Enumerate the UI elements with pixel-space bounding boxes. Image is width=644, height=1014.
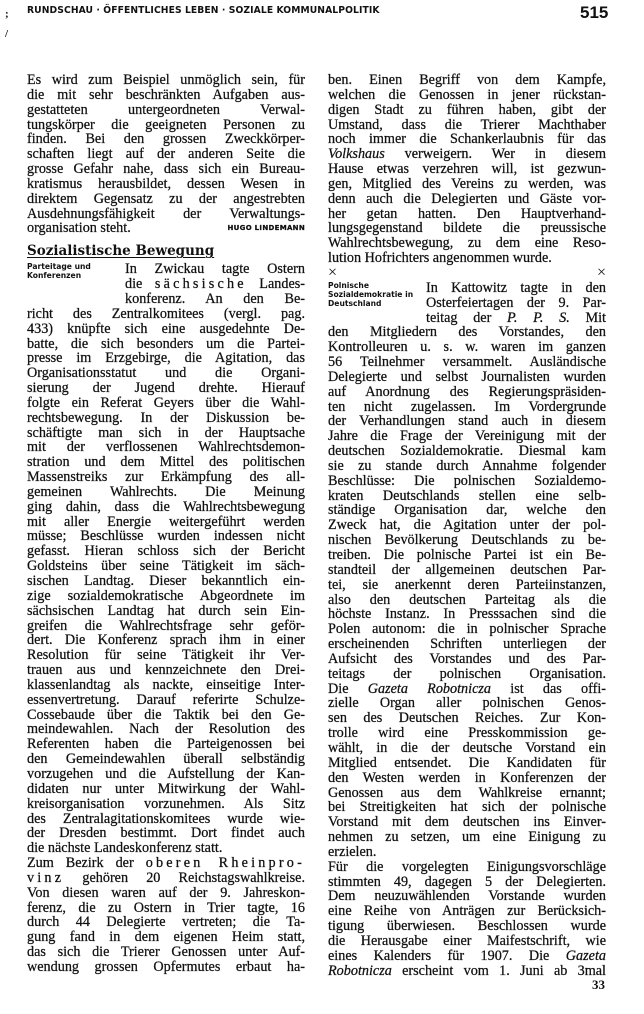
text-line: der Verhandlungen stand auch in diesem bbox=[328, 413, 606, 430]
text-line: ging dahin, dass die Wahlrechtsbewegung bbox=[27, 498, 305, 515]
text-line: konferenz. An den Be- bbox=[125, 290, 305, 307]
text-segment: Mit bbox=[569, 309, 607, 326]
text-segment: erscheint vom 1. Juni ab 3mal bbox=[391, 962, 606, 979]
paragraph bbox=[328, 73, 606, 266]
text-line: kratismus herausbildet, dessen Wesen in bbox=[27, 175, 305, 192]
text-line bbox=[328, 147, 606, 162]
text-line: 433) knüpfte sich eine ausgedehnte De- bbox=[27, 320, 305, 337]
text-line: Von diesen waren auf der 9. Jahreskon- bbox=[27, 884, 305, 901]
left-column bbox=[27, 73, 305, 975]
text-line: Massenstreiks zur Erkämpfung des all- bbox=[27, 469, 305, 486]
text-line: der Dresden bestimmt. Dort findet auch bbox=[27, 825, 305, 842]
text-line: Aufsicht des Vorstandes und des Par- bbox=[328, 650, 606, 667]
section-separator bbox=[328, 263, 606, 281]
text-line bbox=[125, 277, 305, 292]
text-line: tungskörper die geeigneten Personen zu bbox=[27, 116, 305, 133]
paragraph bbox=[27, 856, 305, 975]
text-line: meindewahlen. Nach der Resolution des bbox=[27, 721, 305, 738]
text-line: den Westen werden in Konferenzen der bbox=[328, 769, 606, 786]
text-line: eine Reihe von Anträgen zur Berücksich- bbox=[328, 903, 606, 920]
text-segment: Die bbox=[328, 680, 368, 697]
text-line: grosse Gefahr nahe, dass sich ein Bureau- bbox=[27, 161, 305, 178]
text-line: Delegierte und selbst Journalisten wurden bbox=[328, 368, 606, 385]
section-heading-text: Sozialistische Bewegung bbox=[27, 243, 215, 260]
separator-cross-icon: × bbox=[328, 263, 338, 281]
text-line: tigung überwiesen. Beschlossen wurde bbox=[328, 918, 606, 935]
signature-mark: 33 bbox=[592, 977, 605, 992]
text-line bbox=[328, 949, 606, 964]
text-line: Genossen aus dem Wahlkreise ernannt; bbox=[328, 784, 606, 801]
italic-title: Gazeta bbox=[565, 947, 606, 964]
italic-title: Volkshaus bbox=[328, 146, 385, 163]
margin-note: Polnische Sozialdemokratie in Deutschland bbox=[328, 280, 414, 308]
text-line: ständige Organisation dar, welche den bbox=[328, 502, 606, 519]
text-line: finden. Bei den grossen Zweckkörper- bbox=[27, 131, 305, 148]
text-line: sie zu stande durch Annahme folgender bbox=[328, 457, 606, 474]
text-line: sen des Deutschen Reiches. Zur Kon- bbox=[328, 710, 606, 727]
text-line: direktem Gegensatz zu der angestrebten bbox=[27, 190, 305, 207]
text-line: Jahre die Frage der Vereinigung mit der bbox=[328, 428, 606, 445]
text-segment: teitag der bbox=[426, 309, 508, 326]
text-line: Goldsteins über seine Tätigkeit im säch- bbox=[27, 558, 305, 575]
text-line: bei Streitigkeiten hat sich der polnische bbox=[328, 799, 606, 816]
text-line: dert. Die Konferenz sprach ihm in einer bbox=[27, 632, 305, 649]
text-line: presse im Erzgebirge, die Agitation, das bbox=[27, 350, 305, 367]
spaced-emphasis: vinz bbox=[27, 869, 65, 886]
text-line bbox=[328, 682, 606, 697]
text-line: rechtsbewegung. In der Diskussion be- bbox=[27, 409, 305, 426]
author-signature: HUGO LINDEMANN bbox=[227, 224, 305, 233]
text-line: stimmten 49, dagegen 5 der Delegierten. bbox=[328, 873, 606, 890]
text-line bbox=[27, 871, 305, 886]
text-line: wendung grossen Opfermutes erbaut ha- bbox=[27, 958, 305, 975]
text-segment: gehören 20 Reichstagswahlkreise. bbox=[64, 869, 305, 886]
text-line: des Zentralagitationskomitees wurde wie- bbox=[27, 810, 305, 827]
text-line: kraten Deutschlands stellen eine selb- bbox=[328, 487, 606, 504]
spaced-emphasis: oberen Rheinpro- bbox=[145, 855, 305, 872]
text-line: gen, Mitglied des Vereins zu werden, was bbox=[328, 175, 606, 192]
text-line: Cossebaude über die Taktik bei den Ge- bbox=[27, 706, 305, 723]
text-line: die nächste Landeskonferenz statt. bbox=[27, 840, 223, 857]
text-line: essenvertretung. Darauf referirte Schulze- bbox=[27, 691, 305, 708]
text-line: organisation steht. HUGO LINDEMANN bbox=[27, 220, 305, 237]
text-line: In Zwickau tagte Ostern bbox=[125, 261, 305, 278]
text-line: trolle wird eine Presskommission ge- bbox=[328, 725, 606, 742]
text-line: Referenten haben die Parteigenossen bei bbox=[27, 736, 305, 753]
text-line: deutschen Sozialdemokratie. Diesmal kam bbox=[328, 443, 606, 460]
text-segment: eines Kalenders für 1907. Die bbox=[328, 947, 566, 964]
text-line: zielle Organ aller polnischen Genos- bbox=[328, 695, 606, 712]
text-line: schaften liegt auf der anderen Seite die bbox=[27, 146, 305, 163]
margin-mark: ; bbox=[5, 8, 9, 20]
text-line: sächsischen Landtag hat durch sein Ein- bbox=[27, 602, 305, 619]
text-line: höchste Instanz. In Presssachen sind die bbox=[328, 606, 606, 623]
text-segment: Landes- bbox=[246, 276, 305, 293]
section-heading bbox=[27, 236, 305, 262]
text-line: denn auch die Delegierten und Gäste vor- bbox=[328, 190, 606, 207]
text-line: Hause etwas verzehren will, ist gezwun- bbox=[328, 161, 606, 178]
text-line: also den deutschen Parteitag als die bbox=[328, 591, 606, 608]
text-line: folgte ein Referat Geyers über die Wahl- bbox=[27, 394, 305, 411]
text-segment: Zum Bezirk der bbox=[27, 855, 146, 872]
text-segment: ist das offi- bbox=[491, 680, 606, 697]
text-line: Osterfeiertagen der 9. Par- bbox=[426, 294, 606, 311]
text-line: lungsgegenstand bildete die preussische bbox=[328, 220, 606, 237]
right-column bbox=[328, 73, 606, 978]
text-line: gestatteten untergeordneten Verwal- bbox=[27, 101, 305, 118]
text-line: Organisationsstatut und die Organi- bbox=[27, 365, 305, 382]
text-line: wählt, in die der deutsche Vorstand ein bbox=[328, 739, 606, 756]
text-line: welchen die Genossen in jener rückstan- bbox=[328, 86, 606, 103]
text-line: durch 44 Delegierte vertreten; die Ta- bbox=[27, 914, 305, 931]
text-line: gemeinen Wahlrechts. Die Meinung bbox=[27, 483, 305, 500]
text-line: den Gemeindewahlen überall selbständig bbox=[27, 751, 305, 768]
text-line: trauen aus und kennzeichnete den Drei- bbox=[27, 662, 305, 679]
text-line: den Mitgliedern des Vorstandes, den bbox=[328, 324, 606, 341]
text-line: Vorstand mit dem deutschen ins Einver- bbox=[328, 814, 606, 831]
text-line: gefasst. Hieran schloss sich der Bericht bbox=[27, 543, 305, 560]
text-line: Umstand, dass die Trierer Machthaber bbox=[328, 116, 606, 133]
text-line: didaten nur unter Mitwirkung der Wahl- bbox=[27, 780, 305, 797]
text-line: standteil der allgemeinen deutschen Par- bbox=[328, 561, 606, 578]
text-line bbox=[426, 311, 606, 326]
text-line: digen Stadt zu führen haben, gibt der bbox=[328, 101, 606, 118]
text-line: sierung der Jugend drehte. Hierauf bbox=[27, 380, 305, 397]
spaced-emphasis: sächsische bbox=[154, 276, 247, 293]
text-line: klassenlandtag als nackte, einseitige Inter- bbox=[27, 676, 305, 693]
text-line: In Kattowitz tagte in den bbox=[426, 279, 606, 296]
margin-note: Parteitage und Konferenzen bbox=[27, 262, 91, 281]
text-segment: verweigern. Wer in diesem bbox=[384, 146, 606, 163]
text-line: richt des Zentralkomitees (vergl. pag. bbox=[27, 305, 305, 322]
separator-cross-icon: × bbox=[596, 263, 606, 281]
text-segment: die bbox=[125, 276, 155, 293]
text-line: Polen autonom: die in polnischer Sprache bbox=[328, 621, 606, 638]
italic-title: Gazeta Robotnicza bbox=[367, 680, 492, 697]
text-line: kreisorganisation vorzunehmen. Als Sitz bbox=[27, 795, 305, 812]
text-line: müsse; Beschlüsse wurden indessen nicht bbox=[27, 528, 305, 545]
text-line: her getan hatten. Den Hauptverhand- bbox=[328, 205, 606, 222]
text-line: tei, sie anerkennt deren Parteiinstanzen, bbox=[328, 576, 606, 593]
text-line: vorzugehen und die Aufstellung der Kan- bbox=[27, 765, 305, 782]
text-line: auf Anordnung des Regierungspräsiden- bbox=[328, 383, 606, 400]
margin-mark: / bbox=[5, 28, 9, 40]
text-line: treiben. Die polnische Partei ist ein Be- bbox=[328, 547, 606, 563]
text-line bbox=[27, 856, 305, 871]
text-line: mit der verflossenen Wahlrechtsdemon- bbox=[27, 439, 305, 456]
text-line: die mit sehr beschränkten Aufgaben aus- bbox=[27, 86, 305, 103]
text-line bbox=[328, 964, 606, 979]
italic-title: P. P. S. bbox=[507, 309, 570, 326]
paragraph bbox=[27, 73, 305, 236]
text-line: batte, die sich besonders um die Partei- bbox=[27, 335, 305, 352]
text-line: Ausdehnungsfähigkeit der Verwaltungs- bbox=[27, 205, 305, 222]
text-line: noch immer die Schankerlaubnis für das bbox=[328, 131, 606, 148]
text-line: Es wird zum Beispiel unmöglich sein, für bbox=[27, 72, 305, 88]
text-line: Wahlrechtsbewegung, zu dem eine Reso- bbox=[328, 235, 606, 252]
text-line: die Herausgabe einer Maifestschrift, wie bbox=[328, 932, 606, 949]
text-line: das sich die Trierer Genossen unter Auf- bbox=[27, 944, 305, 961]
text-line: schäftigte man sich in der Hauptsache bbox=[27, 424, 305, 441]
page-number: 515 bbox=[580, 3, 609, 22]
text-line: erscheinenden Schriften unterliegen der bbox=[328, 636, 606, 653]
text-line: teitags der polnischen Organisation. bbox=[328, 665, 606, 682]
running-title: RUNDSCHAU · ÖFFENTLICHES LEBEN · SOZIALE KOMMUNALPOLITIK bbox=[27, 5, 380, 16]
text-line: Resolution für seine Tätigkeit ihr Ver- bbox=[27, 647, 305, 664]
text-line: Zweck hat, die Agitation unter der pol- bbox=[328, 517, 606, 534]
text-line: erzielen. bbox=[328, 843, 377, 860]
text-line: zige sozialdemokratische Abgeordnete im bbox=[27, 587, 305, 604]
paragraph bbox=[27, 262, 305, 856]
text-line: lution Hofrichters angenommen wurde. bbox=[328, 250, 552, 267]
text-line: ten nicht zugelassen. Im Vordergrunde bbox=[328, 398, 606, 415]
text-line: mit aller Energie weitergeführt werden bbox=[27, 513, 305, 530]
text-line: ben. Einen Begriff von dem Kampfe, bbox=[328, 72, 606, 88]
text-line: ferenz, die zu Ostern in Trier tagte, 16 bbox=[27, 899, 305, 916]
text-line: nischen Bevölkerung Deutschlands zu be- bbox=[328, 532, 606, 549]
text-line: Mitglied entsendet. Die Kandidaten für bbox=[328, 754, 606, 771]
paragraph bbox=[328, 281, 606, 860]
text-line: nehmen zu setzen, um eine Einigung zu bbox=[328, 829, 606, 846]
text-line: gung fand in dem eigenen Heim statt, bbox=[27, 929, 305, 946]
italic-title: Robotnicza bbox=[328, 962, 392, 979]
text-line: stration und dem Mittel des politischen bbox=[27, 454, 305, 471]
text-line: greifen die Wahlrechtsfrage sehr geför- bbox=[27, 617, 305, 634]
text-line: 56 Teilnehmer versammelt. Ausländische bbox=[328, 354, 606, 371]
text-line: Beschlüsse: Die polnischen Sozialdemo- bbox=[328, 472, 606, 489]
text-line: sischen Landtag. Dieser bekanntlich ein- bbox=[27, 573, 305, 589]
paragraph bbox=[328, 860, 606, 979]
text-line: Dem neuzuwählenden Vorstande wurden bbox=[328, 888, 606, 905]
text-line: Kontrolleuren u. s. w. waren im ganzen bbox=[328, 339, 606, 356]
text-line: Für die vorgelegten Einigungsvorschläge bbox=[328, 858, 606, 875]
